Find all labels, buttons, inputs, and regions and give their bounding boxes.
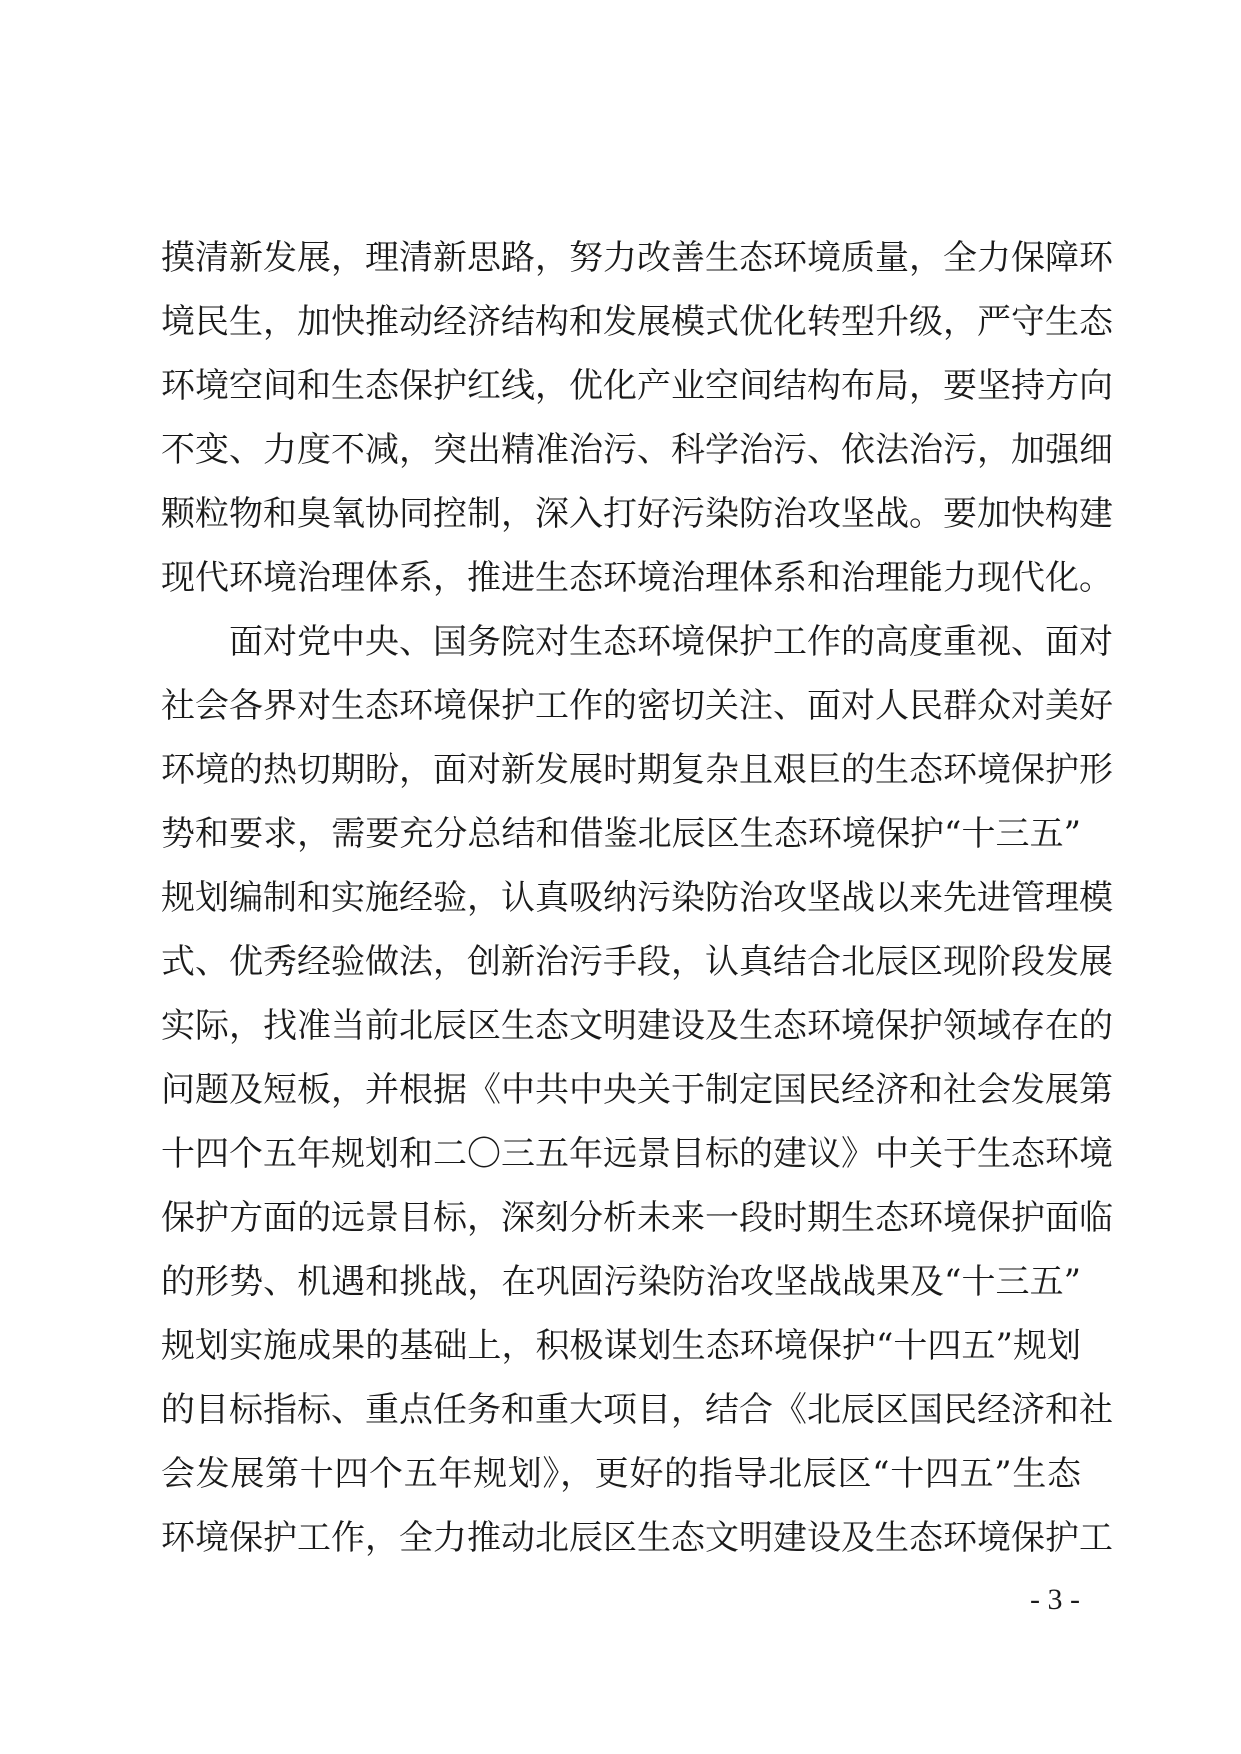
text-line: 环境的热切期盼，面对新发展时期复杂且艰巨的生态环境保护形 [161,750,1113,790]
text-line: 规划实施成果的基础上，积极谋划生态环境保护“十四五”规划 [161,1326,1081,1366]
text-line: 势和要求，需要充分总结和借鉴北辰区生态环境保护“十三五” [161,814,1081,854]
text-line: 问题及短板，并根据《中共中央关于制定国民经济和社会发展第 [161,1070,1113,1110]
text-line: 面对党中央、国务院对生态环境保护工作的高度重视、面对 [229,622,1113,662]
text-line: 摸清新发展，理清新思路，努力改善生态环境质量，全力保障环 [161,238,1113,278]
page-number: - 3 - [1030,1583,1080,1616]
text-line: 社会各界对生态环境保护工作的密切关注、面对人民群众对美好 [161,686,1113,726]
text-line: 式、优秀经验做法，创新治污手段，认真结合北辰区现阶段发展 [161,942,1113,982]
text-line: 现代环境治理体系，推进生态环境治理体系和治理能力现代化。 [161,558,1113,598]
text-line: 保护方面的远景目标，深刻分析未来一段时期生态环境保护面临 [161,1198,1113,1238]
text-line: 会发展第十四个五年规划》，更好的指导北辰区“十四五”生态 [161,1454,1081,1494]
body-text [161,226,1113,1570]
text-line: 的形势、机遇和挑战，在巩固污染防治攻坚战战果及“十三五” [161,1262,1081,1302]
text-line: 十四个五年规划和二〇三五年远景目标的建议》中关于生态环境 [161,1134,1113,1174]
text-line: 环境空间和生态保护红线，优化产业空间结构布局，要坚持方向 [161,366,1113,406]
text-line: 环境保护工作，全力推动北辰区生态文明建设及生态环境保护工 [161,1518,1113,1558]
text-line: 的目标指标、重点任务和重大项目，结合《北辰区国民经济和社 [161,1390,1113,1430]
text-line: 规划编制和实施经验，认真吸纳污染防治攻坚战以来先进管理模 [161,878,1113,918]
text-line: 实际，找准当前北辰区生态文明建设及生态环境保护领域存在的 [161,1006,1113,1046]
text-line: 不变、力度不减，突出精准治污、科学治污、依法治污，加强细 [161,430,1113,470]
text-line: 境民生，加快推动经济结构和发展模式优化转型升级，严守生态 [161,302,1113,342]
text-line: 颗粒物和臭氧协同控制，深入打好污染防治攻坚战。要加快构建 [161,494,1113,534]
